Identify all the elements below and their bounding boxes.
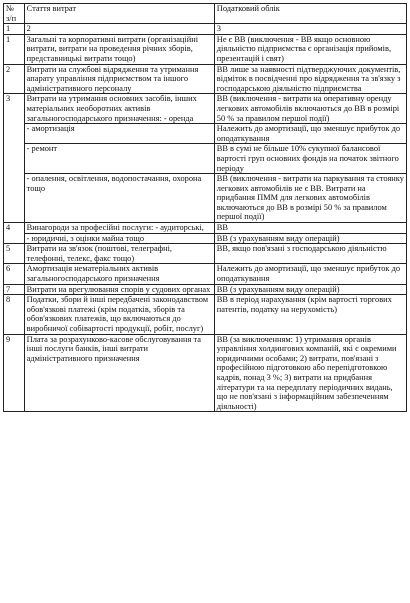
table-subrow [4, 174, 407, 223]
row-number-continuation [4, 144, 25, 174]
expense-item-cell: Витрати на зв'язок (поштові, телеграфні, телефонні, телекс, факс тощо) [24, 244, 214, 264]
row-number: 7 [4, 284, 25, 295]
expense-item-cell: Амортизація нематеріальних активів загальногосподарського призначення [24, 264, 214, 284]
tax-treatment-cell: ВВ, якщо пов'язані з господарською діяльністю [214, 244, 406, 264]
tax-treatment-cell: Належить до амортизації, що зменшує прибуток до оподаткування [214, 264, 406, 284]
row-number-continuation [4, 233, 25, 244]
row-number: 3 [4, 94, 25, 124]
column-number-3: 3 [214, 24, 406, 35]
table-header-row [4, 4, 407, 24]
row-number: 9 [4, 334, 25, 412]
row-number: 4 [4, 223, 25, 234]
expense-item-cell: Загальні та корпоративні витрати (організаційні витрати, витрати на проведення річних зборів, представницькі витрати тощо) [24, 34, 214, 64]
tax-treatment-cell: ВВ [214, 223, 406, 234]
expense-table-document [3, 3, 407, 412]
row-number: 5 [4, 244, 25, 264]
row-number-continuation [4, 174, 25, 223]
expense-item-cell: Винагороди за професійні послуги: - аудиторські, [24, 223, 214, 234]
tax-treatment-cell: ВВ (за виключенням: 1) утримання органів управління холдингових компаній, які є окремими юридичними особами; 2) витрати, пов'язані з професійною підготовкою або перепідготовкою кадрів, понад 3 %; 3) витрати на придбання літератури та на передплату періодичних видань, що не пов'язані з інформаційним забезпеченням діяльності) [214, 334, 406, 412]
column-numbering-row [4, 24, 407, 35]
tax-treatment-cell: Не є ВВ (виключення - ВВ якщо основною діяльністю підприємства є організація прийомів, презентацій і свят) [214, 34, 406, 64]
row-number: 6 [4, 264, 25, 284]
table-row [4, 334, 407, 412]
column-number-1: 1 [4, 24, 25, 35]
row-number: 2 [4, 64, 25, 94]
expense-item-cell: Витрати на службові відрядження та утримання апарату управління підприємством та іншого адміністративного персоналу [24, 64, 214, 94]
tax-treatment-cell: ВВ в сумі не більше 10% сукупної балансової вартості груп основних фондів на початок звітного періоду [214, 144, 406, 174]
expense-item-cell: Плата за розрахунково-касове обслуговування та інші послуги банків, інші витрати адміністративного призначення [24, 334, 214, 412]
expense-subitem-cell: - амортизація [24, 124, 214, 144]
expense-tax-table [3, 3, 407, 412]
table-row [4, 223, 407, 234]
table-row [4, 94, 407, 124]
tax-treatment-cell: Належить до амортизації, що зменшує прибуток до оподаткування [214, 124, 406, 144]
table-row [4, 34, 407, 64]
tax-treatment-cell: ВВ (виключення - витрати на паркування та стоянку легкових автомобілів не є ВВ. Витрати на придбання ПММ для легкових автомобілів включаються до ВВ в розмірі 50 % за правилом першої події) [214, 174, 406, 223]
header-tax-accounting: Податковий облік [214, 4, 406, 24]
tax-treatment-cell: ВВ лише за наявності підтверджуючих документів, відміток в посвідченні про відрядження та зв'язку з господарською діяльністю підприємства [214, 64, 406, 94]
table-row [4, 284, 407, 295]
expense-subitem-cell: - ремонт [24, 144, 214, 174]
tax-treatment-cell: ВВ (з урахуванням виду операцій) [214, 233, 406, 244]
row-number: 1 [4, 34, 25, 64]
row-number-continuation [4, 124, 25, 144]
expense-subitem-cell: - юридичні, з оцінки майна тощо [24, 233, 214, 244]
expense-item-cell: Витрати на утримання основних засобів, інших матеріальних необоротних активів загальногосподарського призначення: - оренда [24, 94, 214, 124]
table-row [4, 264, 407, 284]
column-number-2: 2 [24, 24, 214, 35]
tax-treatment-cell: ВВ в період нарахування (крім вартості торгових патентів, податку на нерухомість) [214, 295, 406, 334]
table-subrow [4, 233, 407, 244]
table-subrow [4, 144, 407, 174]
table-row [4, 64, 407, 94]
expense-subitem-cell: - опалення, освітлення, водопостачання, охорона тощо [24, 174, 214, 223]
table-subrow [4, 124, 407, 144]
table-row [4, 295, 407, 334]
expense-item-cell: Податки, збори й інші передбачені законодавством обов'язкові платежі (крім податків, зборів та обов'язкових платежів, що включаються до виробничої собівартості продукції, робіт, послуг) [24, 295, 214, 334]
table-row [4, 244, 407, 264]
header-number: № з/п [4, 4, 25, 24]
expense-item-cell: Витрати на врегулювання спорів у судових органах [24, 284, 214, 295]
tax-treatment-cell: ВВ (з урахуванням виду операцій) [214, 284, 406, 295]
row-number: 8 [4, 295, 25, 334]
tax-treatment-cell: ВВ (виключення - витрати на оперативну оренду легкових автомобілів включаються до ВВ в розмірі 50 % за правилом першої події) [214, 94, 406, 124]
header-expense-item: Стаття витрат [24, 4, 214, 24]
